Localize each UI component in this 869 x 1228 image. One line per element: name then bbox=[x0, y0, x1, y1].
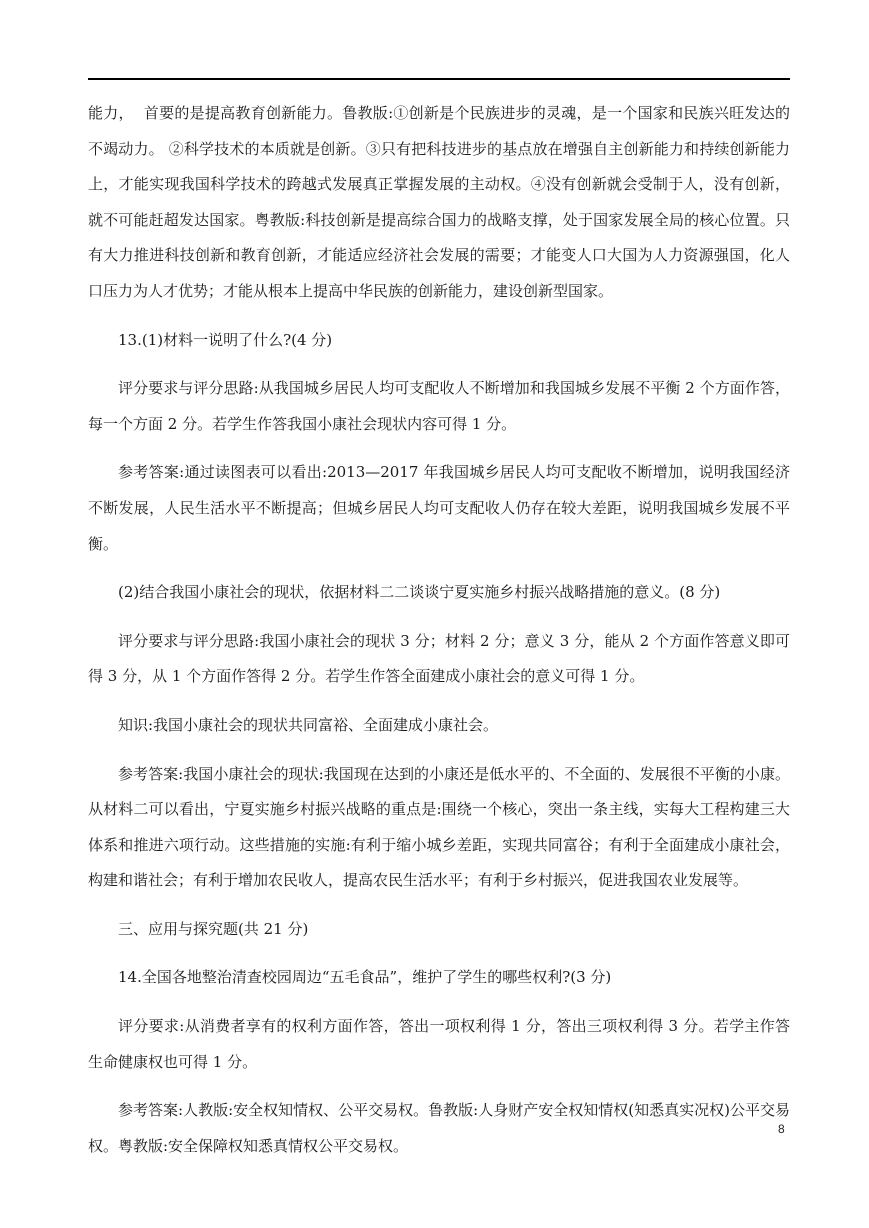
scoring-13-part-2: 评分要求与评分思路:我国小康社会的现状 3 分；材料 2 分；意义 3 分，能从 2 个方面作答意义即可得 3 分，从 1 个方面作答得 2 分。若学生作答全面建成小康社会的意义可得 1 分。 bbox=[88, 631, 790, 686]
question-13-part-1: 13.(1)材料一说明了什么?(4 分) bbox=[118, 330, 333, 349]
section-heading-application: 三、应用与探究题(共 21 分) bbox=[118, 919, 309, 938]
header-rule bbox=[88, 78, 790, 80]
question-13-part-2: (2)结合我国小康社会的现状，依据材料二二谈谈宁夏实施乡村振兴战略措施的意义。(8 分) bbox=[118, 583, 721, 602]
page-number: 8 bbox=[778, 1122, 785, 1136]
document-body bbox=[88, 96, 790, 1177]
scoring-13-part-1: 评分要求与评分思路:从我国城乡居民人均可支配收人不断增加和我国城乡发展不平衡 2 个方面作答，每一个方面 2 分。若学生作答我国小康社会现状内容可得 1 分。 bbox=[88, 379, 790, 433]
knowledge-13-part-2: 知识:我国小康社会的现状共同富裕、全面建成小康社会。 bbox=[118, 715, 499, 734]
answer-14: 参考答案:人教版:安全权知情权、公平交易权。鲁教版:人身财产安全权知情权(知悉真实况权)公平交易权。粤教版:安全保障权知悉真情权公平交易权。 bbox=[88, 1101, 790, 1155]
paragraph-innovation-answer: 能力， 首要的是提高教育创新能力。鲁教版:①创新是个民族进步的灵魂，是一个国家和民族兴旺发达的不竭动力。 ②科学技术的本质就是创新。③只有把科技进步的基点放在增强自主创新能力和持续创新能力上，才能实现我国科学技术的跨越式发展真正掌握发展的主动权。④没有创新就会受制于人，没有创新，就不可能赶超发达国家。粤教版:科技创新是提高综合国力的战略支撑，处于国家发展全局的核心位置。只有大力推进科技创新和教育创新，才能适应经济社会发展的需要；才能变人口大国为人力资源强国，化人口压力为人才优势；才能从根本上提高中华民族的创新能力，建设创新型国家。 bbox=[88, 104, 790, 300]
answer-13-part-2: 参考答案:我国小康社会的现状:我国现在达到的小康还是低水平的、不全面的、发展很不平衡的小康。从材料二可以看出，宁夏实施乡村振兴战略的重点是:围绕一个核心，突出一条主线，实每大工程构建三大体系和推进六项行动。这些措施的实施:有利于缩小城乡差距，实现共同富谷；有利于全面建成小康社会，构建和谐社会；有利于增加农民收人，提高农民生活水平；有利于乡村振兴，促进我国农业发展等。 bbox=[88, 764, 790, 890]
answer-13-part-1: 参考答案:通过读图表可以看出:2013—2017 年我国城乡居民人均可支配收不断增加，说明我国经济不断发展，人民生活水平不断提高；但城乡居民人均可支配收人仍存在较大差距，说明我国城乡发展不平衡。 bbox=[88, 463, 790, 553]
scoring-14: 评分要求:从消费者享有的权利方面作答，答出一项权利得 1 分，答出三项权利得 3 分。若学主作答生命健康权也可得 1 分。 bbox=[88, 1017, 790, 1071]
question-14: 14.全国各地整治清查校园周边“五毛食品”，维护了学生的哪些权利?(3 分) bbox=[118, 968, 612, 987]
